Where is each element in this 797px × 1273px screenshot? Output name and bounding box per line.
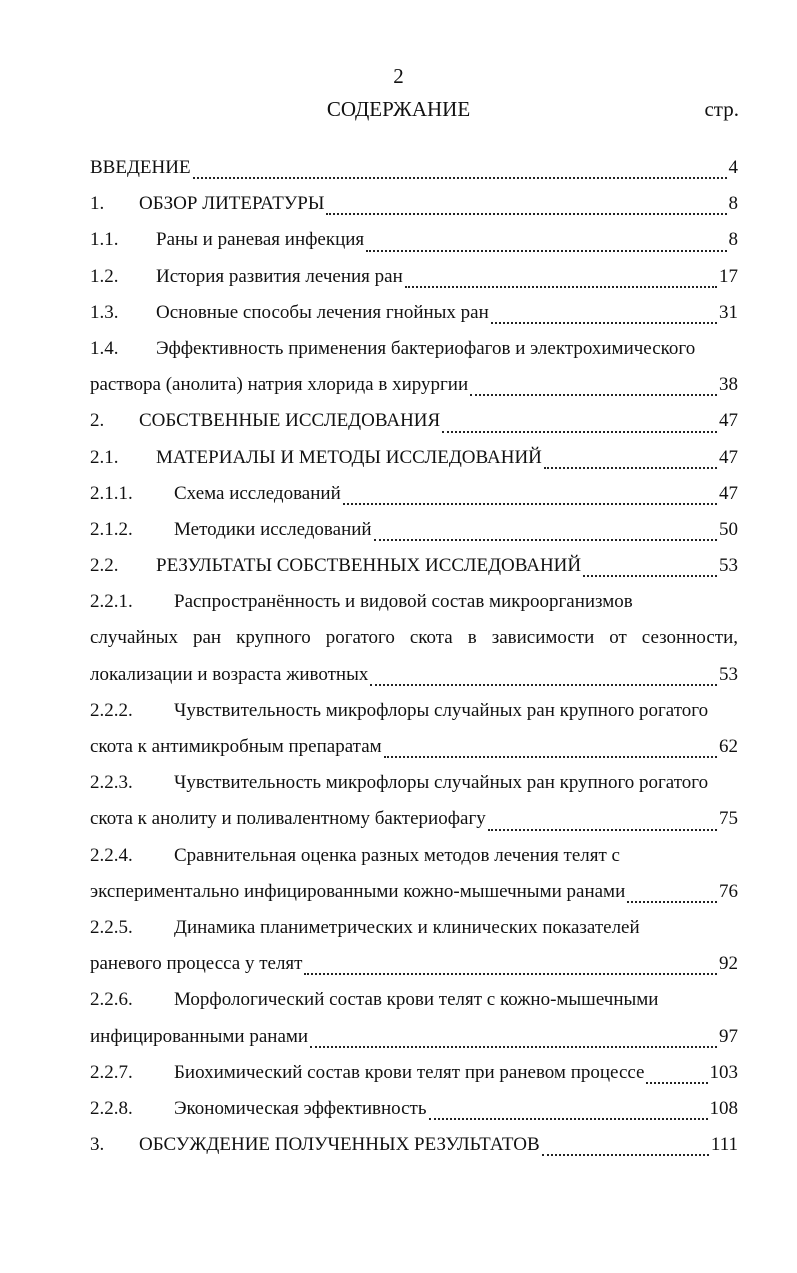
page-number: 2 — [393, 64, 404, 88]
toc-entry[interactable] — [90, 150, 738, 186]
toc-entry[interactable] — [90, 295, 738, 331]
toc-entry-page: 53 — [719, 663, 738, 685]
toc-entry-page: 53 — [719, 555, 738, 577]
toc-entry[interactable] — [90, 1091, 738, 1127]
toc-entry-page: 47 — [719, 482, 738, 504]
dot-leader — [304, 972, 717, 975]
toc-entry-text: Схема исследований — [174, 482, 341, 504]
table-of-contents — [90, 150, 738, 1163]
toc-entry[interactable] — [90, 982, 738, 1054]
toc-entry-text: Методики исследований — [174, 518, 372, 540]
toc-entry-number: 2.1.2. — [90, 518, 133, 540]
toc-entry[interactable] — [90, 403, 738, 439]
toc-entry-number: 2.1.1. — [90, 482, 133, 504]
toc-entry-page: 103 — [709, 1061, 738, 1083]
toc-entry[interactable] — [90, 1127, 738, 1163]
toc-entry-number: 2.2.1. — [90, 591, 133, 613]
toc-entry-page: 17 — [719, 265, 738, 287]
toc-entry-text: Раны и раневая инфекция — [156, 229, 365, 251]
toc-entry-text: Чувствительность микрофлоры случайных ран крупного рогатого — [174, 699, 709, 721]
dot-leader — [442, 430, 717, 433]
toc-entry-page: 97 — [719, 1025, 738, 1047]
dot-leader — [405, 285, 717, 288]
dot-leader — [193, 176, 727, 179]
toc-entry[interactable] — [90, 693, 738, 765]
dot-leader — [583, 574, 717, 577]
toc-entry[interactable] — [90, 910, 738, 982]
toc-entry[interactable] — [90, 838, 738, 910]
toc-entry-text: Морфологический состав крови телят с кожно-мышечными — [174, 989, 659, 1011]
toc-entry-number: 1. — [90, 193, 105, 215]
toc-entry-text: История развития лечения ран — [156, 265, 403, 287]
dot-leader — [542, 1153, 709, 1156]
toc-entry-page: 38 — [719, 374, 738, 396]
toc-entry-text: скота к антимикробным препаратам — [90, 736, 382, 757]
dot-leader — [470, 393, 717, 396]
toc-entry-text: ОБСУЖДЕНИЕ ПОЛУЧЕННЫХ РЕЗУЛЬТАТОВ — [139, 1134, 540, 1156]
toc-entry-text: раневого процесса у телят — [90, 953, 303, 975]
toc-entry-page: 92 — [719, 953, 738, 975]
toc-entry-number: 2.2.3. — [90, 772, 133, 794]
dot-leader — [646, 1081, 707, 1084]
page-column-label: стр. — [704, 97, 739, 121]
toc-entry-text: Сравнительная оценка разных методов лечения телят с — [174, 844, 620, 866]
toc-entry[interactable] — [90, 440, 738, 476]
toc-entry-page: 47 — [719, 446, 738, 468]
toc-entry-number: 2.2.6. — [90, 989, 133, 1011]
toc-entry-text: Биохимический состав крови телят при раневом процессе — [174, 1061, 645, 1083]
toc-entry-page: 62 — [719, 736, 738, 757]
toc-entry-page: 47 — [719, 410, 738, 432]
toc-entry-number: 1.3. — [90, 301, 119, 323]
toc-entry-page: 50 — [719, 518, 738, 540]
toc-entry-text: инфицированными ранами — [90, 1025, 309, 1047]
toc-entry-text: РЕЗУЛЬТАТЫ СОБСТВЕННЫХ ИССЛЕДОВАНИЙ — [156, 555, 582, 577]
toc-entry-number: 1.4. — [90, 337, 119, 359]
page-title: СОДЕРЖАНИЕ — [326, 97, 471, 121]
toc-entry[interactable] — [90, 1055, 738, 1091]
toc-entry-text: ОБЗОР ЛИТЕРАТУРЫ — [139, 193, 325, 215]
toc-entry-number: 2.2.4. — [90, 844, 133, 866]
dot-leader — [491, 321, 717, 324]
dot-leader — [366, 249, 726, 252]
dot-leader — [374, 538, 717, 541]
dot-leader — [326, 212, 726, 215]
toc-entry[interactable] — [90, 331, 738, 403]
dot-leader — [370, 683, 717, 686]
toc-entry[interactable] — [90, 476, 738, 512]
toc-entry[interactable] — [90, 186, 738, 222]
toc-entry-text: Экономическая эффективность — [174, 1097, 427, 1119]
toc-entry-text: Динамика планиметрических и клинических показателей — [174, 916, 640, 938]
toc-entry[interactable] — [90, 765, 738, 837]
toc-entry-text: ВВЕДЕНИЕ — [90, 157, 191, 178]
toc-entry-text: случайных ран крупного рогатого скота в зависимости от сезонности, — [90, 627, 738, 649]
dot-leader — [310, 1045, 717, 1048]
toc-entry-number: 3. — [90, 1134, 105, 1156]
dot-leader — [544, 466, 717, 469]
toc-entry[interactable] — [90, 512, 738, 548]
toc-entry-number: 2.2.5. — [90, 916, 133, 938]
toc-entry-number: 2.2. — [90, 555, 119, 577]
toc-entry-number: 2. — [90, 410, 105, 432]
toc-entry-page: 4 — [728, 157, 738, 178]
toc-entry-number: 2.2.8. — [90, 1097, 133, 1119]
toc-entry-page: 31 — [719, 301, 738, 323]
toc-entry-page: 108 — [709, 1097, 738, 1119]
toc-entry-number: 1.1. — [90, 229, 119, 251]
toc-entry-number: 2.2.7. — [90, 1061, 133, 1083]
toc-entry-number: 2.2.2. — [90, 699, 133, 721]
dot-leader — [429, 1117, 708, 1120]
toc-entry-page: 8 — [728, 193, 738, 215]
toc-entry-number: 1.2. — [90, 265, 119, 287]
toc-entry-page: 76 — [719, 880, 738, 902]
toc-entry-text: раствора (анолита) натрия хлорида в хирургии — [90, 374, 469, 396]
toc-entry-text: Основные способы лечения гнойных ран — [156, 301, 489, 323]
toc-entry[interactable] — [90, 222, 738, 258]
toc-entry[interactable] — [90, 259, 738, 295]
toc-entry-page: 111 — [710, 1134, 738, 1156]
toc-entry-page: 75 — [719, 808, 738, 830]
toc-entry-text: Распространённость и видовой состав микроорганизмов — [174, 591, 633, 613]
dot-leader — [343, 502, 717, 505]
toc-entry-text: экспериментально инфицированными кожно-мышечными ранами — [90, 880, 626, 902]
toc-entry-text: локализации и возраста животных — [90, 663, 369, 685]
toc-entry-number: 2.1. — [90, 446, 119, 468]
toc-entry-text: МАТЕРИАЛЫ И МЕТОДЫ ИССЛЕДОВАНИЙ — [156, 446, 542, 468]
toc-entry-text: Эффективность применения бактериофагов и электрохимического — [156, 337, 696, 359]
toc-entry-page: 8 — [728, 229, 738, 251]
dot-leader — [627, 900, 717, 903]
toc-entry[interactable] — [90, 584, 738, 693]
dot-leader — [488, 828, 717, 831]
toc-entry-text: скота к анолиту и поливалентному бактериофагу — [90, 808, 486, 830]
toc-entry-text: Чувствительность микрофлоры случайных ран крупного рогатого — [174, 772, 709, 794]
toc-entry-text: СОБСТВЕННЫЕ ИССЛЕДОВАНИЯ — [139, 410, 441, 432]
toc-entry[interactable] — [90, 548, 738, 584]
dot-leader — [384, 755, 717, 758]
